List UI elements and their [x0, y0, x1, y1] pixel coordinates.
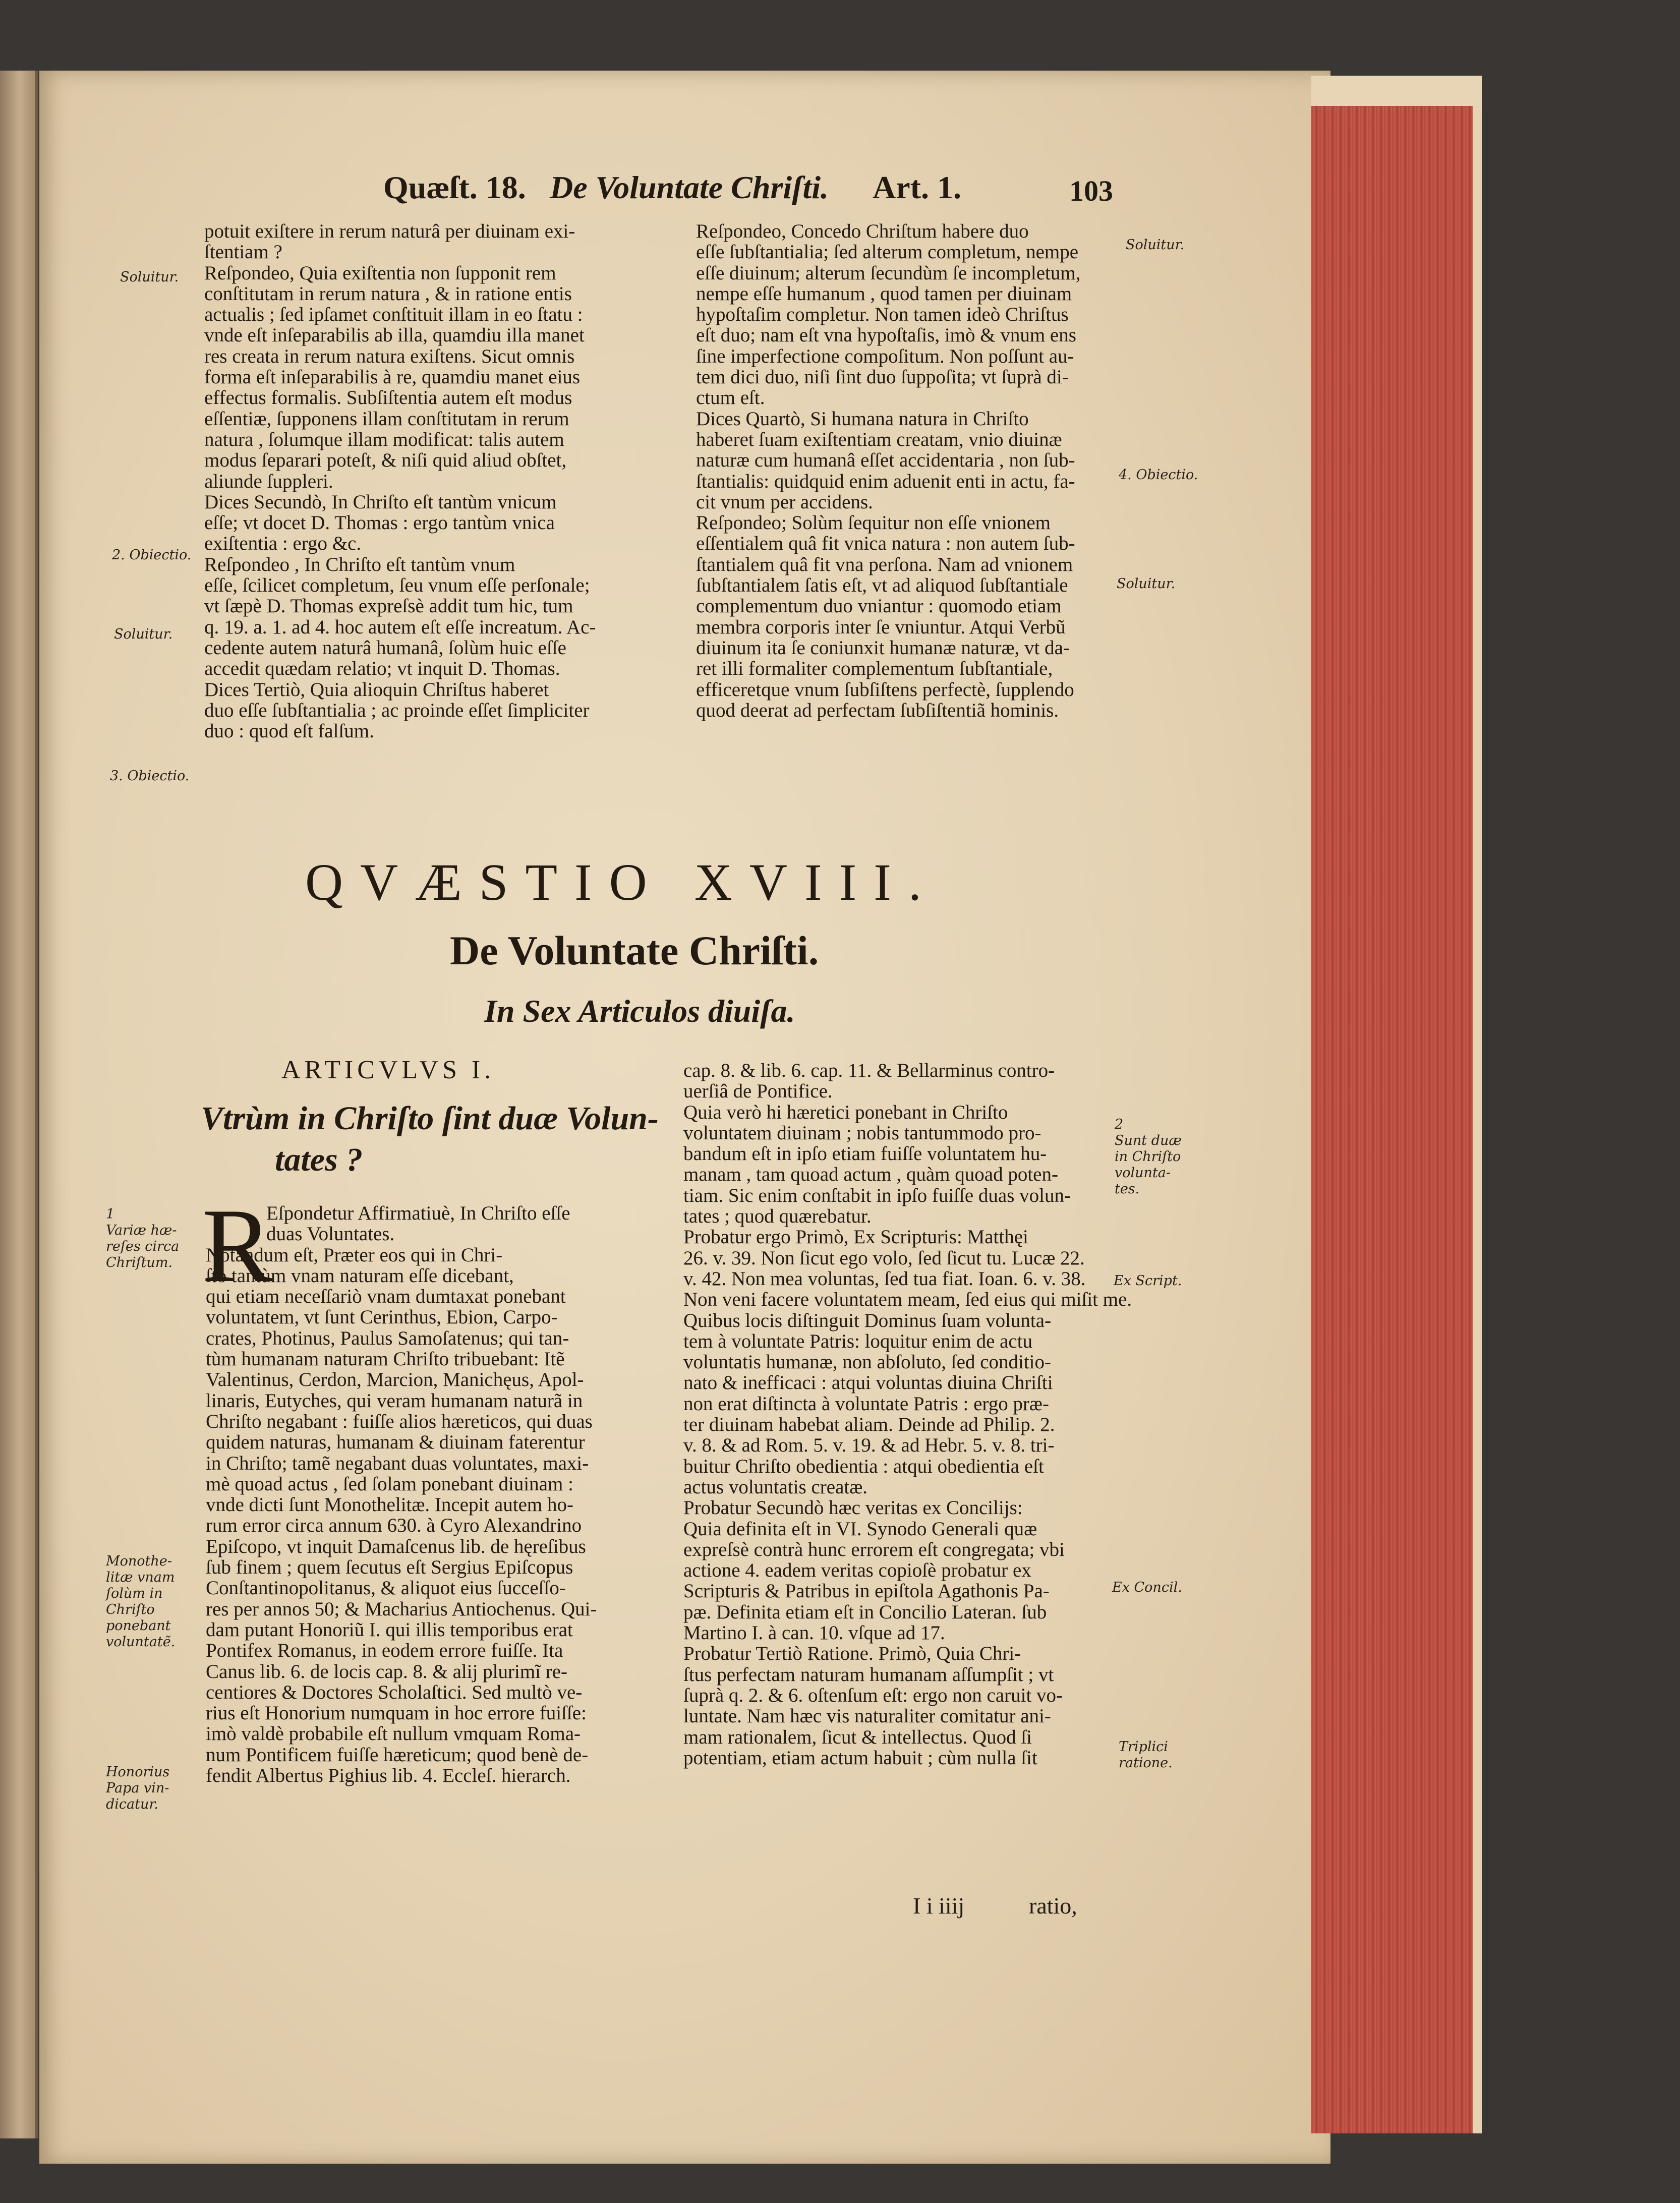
margin-gloss-line: litæ vnam: [106, 1570, 175, 1585]
bottom-left-text-line: ſub finem ; quem ſecutus eſt Sergius Epiſcopus: [206, 1556, 573, 1579]
top-right-text-line: eſſentialem quâ fit vnica natura : non autem ſub-: [696, 533, 1075, 555]
margin-gloss-line: Triplici: [1119, 1739, 1168, 1755]
top-left-text-line: forma eſt inſeparabilis à re, quamdiu manet eius: [204, 366, 581, 388]
margin-gloss-line: ſolùm in: [106, 1586, 163, 1601]
margin-gloss-line: Monothe-: [106, 1553, 172, 1569]
margin-gloss-line: Ex Concil.: [1112, 1580, 1182, 1595]
bottom-left-text-line: Valentinus, Cerdon, Marcion, Manichęus, Apol-: [206, 1369, 584, 1391]
top-left-text-line: accedit quædam relatio; vt inquit D. Thomas.: [204, 658, 560, 680]
top-right-text-line: nempe eſſe humanum , quod tamen per diuinam: [696, 282, 1072, 305]
top-right-text-line: ſubſtantialem ſatis eſt, vt ad aliquod ſubſtantiale: [696, 574, 1068, 597]
bottom-right-text-line: luntate. Nam hæc vis naturaliter comitatur ani-: [683, 1705, 1051, 1727]
top-left-column: [204, 221, 596, 741]
margin-gloss-left-4: 3. Obiectio.: [110, 768, 190, 784]
question-subtitle: De Voluntate Chriſti.: [450, 927, 819, 973]
bottom-left-text-line: crates, Photinus, Paulus Samoſatenus; qui tan-: [206, 1327, 569, 1349]
bottom-right-text-line: ter diuinam habebat aliam. Deinde ad Philip. 2.: [683, 1414, 1055, 1436]
bottom-right-text-line: actione 4. eadem veritas copioſè probatur ex: [683, 1559, 1031, 1582]
top-right-column: [696, 221, 1080, 721]
top-left-text-line: eſſentiæ, ſupponens illam conſtitutam in rerum: [204, 408, 569, 430]
margin-gloss-line: dicatur.: [106, 1796, 158, 1812]
top-right-text-line: haberet ſuam exiſtentiam creatam, vnio diuinæ: [696, 428, 1062, 450]
running-head-article: Art. 1.: [873, 169, 961, 205]
bottom-right-text-line: potentiam, etiam actum habuit ; cùm nulla ſit: [683, 1747, 1037, 1769]
bottom-left-text-line: Chriſto negabant : fuiſſe alios hæreticos, qui duas: [206, 1410, 593, 1432]
top-left-text-line: duo : quod eſt falſum.: [204, 720, 374, 742]
margin-gloss-line: 2: [1115, 1117, 1124, 1132]
drop-cap: R: [202, 1187, 273, 1304]
bottom-left-text-line: tùm humanam naturam Chriſto tribuebant: Itẽ: [206, 1348, 565, 1370]
bottom-right-text-line: voluntatem diuinam ; nobis tantummodo pro-: [683, 1122, 1041, 1144]
bottom-left-text-line: qui etiam neceſſariò vnam dumtaxat ponebant: [206, 1286, 566, 1308]
top-right-text-line: ſine imperfectione compoſitum. Non poſſunt au-: [696, 345, 1074, 367]
bottom-left-text-line: Conſtantinopolitanus, & aliquot eius ſucceſſo-: [206, 1577, 566, 1599]
top-right-text-line: Dices Quartò, Si humana natura in Chriſto: [696, 408, 1029, 430]
top-left-text-line: eſſe; vt docet D. Thomas : ergo tantùm vnica: [204, 512, 555, 534]
margin-gloss-left-1: Soluitur.: [120, 269, 179, 285]
bottom-right-text-line: uerſiâ de Pontifice.: [683, 1080, 833, 1103]
bottom-right-text-line: v. 42. Non mea voluntas, ſed tua fiat. Ioan. 6. v. 38.: [683, 1267, 1086, 1290]
bottom-left-text-line: res per annos 50; & Macharius Antiochenus. Qui-: [206, 1598, 597, 1620]
top-right-text-line: ctum eſt.: [696, 387, 765, 409]
bottom-left-text-line: linaris, Eutyches, qui veram humanam naturã in: [206, 1389, 583, 1412]
bottom-right-text-line: tates ; quod quærebatur.: [683, 1205, 872, 1228]
top-left-text-line: Dices Tertiò, Quia alioquin Chriſtus haberet: [204, 678, 549, 701]
article-title-line-1: Vtrùm in Chriſto ſint duæ Volun-: [201, 1100, 659, 1137]
bottom-right-text-line: Probatur Secundò hæc veritas ex Concilijs:: [683, 1497, 1023, 1519]
top-right-text-line: Reſpondeo, Concedo Chriſtum habere duo: [696, 220, 1029, 242]
bottom-right-text-line: ſtus perfectam naturam humanam aſſumpſit ; vt: [683, 1663, 1054, 1686]
top-left-text-line: conſtitutam in rerum natura , & in ratione entis: [204, 282, 572, 305]
bottom-right-text-line: Probatur ergo Primò, Ex Scripturis: Matthęi: [683, 1226, 1028, 1248]
article-heading: ARTICVLVS I.: [281, 1056, 495, 1084]
margin-gloss-heresies: [106, 1206, 179, 1271]
bottom-right-text-line: pæ. Definita etiam eſt in Concilio Lateran. ſub: [683, 1601, 1047, 1623]
bottom-left-text-line: Eſpondetur Affirmatiuè, In Chriſto eſſe: [266, 1202, 570, 1224]
top-left-text-line: vt ſæpè D. Thomas expreſsè addit tum hic, tum: [204, 595, 573, 617]
top-left-text-line: cedente autem naturâ humanâ, ſolùm huic eſſe: [204, 636, 566, 659]
catchword: ratio,: [1029, 1893, 1077, 1919]
bottom-left-text-line: dam putant Honoriũ I. qui illis temporibus erat: [206, 1618, 573, 1641]
bottom-right-text-line: v. 8. & ad Rom. 5. v. 19. & ad Hebr. 5. v. 8. tri-: [683, 1434, 1055, 1457]
bottom-right-text-line: Non veni facere voluntatem meam, ſed eius qui miſit me.: [683, 1289, 1132, 1311]
facing-page-edge: [0, 71, 38, 2138]
page-number: 103: [1069, 175, 1113, 207]
bottom-right-text-line: Martino I. à can. 10. vſque ad 17.: [683, 1622, 945, 1644]
margin-gloss-line: Variæ hæ-: [106, 1223, 177, 1238]
top-left-text-line: modus ſeparari poteſt, & niſi quid aliud obſtet,: [204, 449, 567, 472]
margin-gloss-line: volunta-: [1115, 1165, 1171, 1181]
bottom-left-text-line: duas Voluntates.: [266, 1223, 395, 1245]
bottom-right-text-line: non erat diſtincta à voluntate Patris : ergo præ-: [683, 1393, 1049, 1415]
margin-gloss-line: in Chriſto: [1115, 1149, 1181, 1165]
article-title-line-2: tates ?: [275, 1141, 363, 1178]
top-left-text-line: exiſtentia : ergo &c.: [204, 533, 362, 555]
top-right-text-line: membra corporis inter ſe vniuntur. Atqui Verbũ: [696, 616, 1066, 638]
bottom-left-text-line: mè quoad actus , ſed ſolam ponebant diuinam :: [206, 1473, 573, 1495]
bottom-right-column: [683, 1060, 1132, 1768]
bottom-right-text-line: mam rationalem, ſicut & intellectus. Quod ſi: [683, 1726, 1032, 1748]
top-right-text-line: efficeretque vnum ſubſiſtens perfectè, ſupplendo: [696, 678, 1074, 701]
bottom-left-text-line: imò valdè probabile eſt nullum vmquam Roma-: [206, 1723, 581, 1745]
top-right-text-line: naturæ cum humanâ eſſet accidentaria , non ſub-: [696, 449, 1075, 472]
bottom-left-text-line: centiores & Doctores Scholaſtici. Sed multò ve-: [206, 1681, 583, 1703]
margin-gloss-line: voluntatẽ.: [106, 1634, 176, 1650]
top-left-text-line: Reſpondeo, Quia exiſtentia non ſupponit rem: [204, 262, 556, 284]
bottom-left-text-line: voluntatem, vt ſunt Cerinthus, Ebion, Carpo-: [206, 1306, 558, 1328]
top-right-text-line: tem dici duo, niſi ſint duo ſuppoſita; vt ſuprà di-: [696, 366, 1069, 388]
bottom-right-text-line: Quia definita eſt in VI. Synodo Generali quæ: [683, 1518, 1037, 1540]
bottom-left-text-line: rius eſt Honorium numquam in hoc errore fuiſſe:: [206, 1702, 587, 1724]
margin-gloss-line: Chriſtum.: [106, 1255, 173, 1270]
top-right-text-line: ſtantialem quâ fit vna perſona. Nam ad vnionem: [696, 553, 1073, 575]
margin-gloss-triplici-ratione: [1119, 1739, 1173, 1771]
margin-gloss-right-3: Soluitur.: [1117, 576, 1176, 592]
margin-gloss-ex-scriptura: [1114, 1273, 1182, 1289]
margin-gloss-ex-concil: [1112, 1580, 1182, 1596]
bottom-left-text-line: ſto tantùm vnam naturam eſſe dicebant,: [206, 1264, 514, 1287]
margin-gloss-line: Papa vin-: [106, 1780, 169, 1796]
margin-gloss-line: reſes circa: [106, 1239, 180, 1254]
bottom-left-text-line: Canus lib. 6. de locis cap. 8. & alij plurimĩ re-: [206, 1660, 568, 1683]
margin-gloss-honorius: [106, 1764, 169, 1813]
margin-gloss-monothelites: [106, 1553, 175, 1650]
margin-gloss-two-wills: [1115, 1117, 1182, 1197]
bottom-left-text-line: Notandum eſt, Præter eos qui in Chri-: [206, 1244, 503, 1266]
question-division: In Sex Articulos diuiſa.: [484, 993, 795, 1029]
bottom-right-text-line: bandum eſt in ipſo etiam fuiſſe voluntatem hu-: [683, 1143, 1047, 1165]
margin-gloss-line: Chriſto: [106, 1602, 155, 1617]
bottom-right-text-line: Scripturis & Patribus in epiſtola Agathonis Pa-: [683, 1580, 1050, 1602]
bottom-right-text-line: Probatur Tertiò Ratione. Primò, Quia Chri-: [683, 1643, 1021, 1665]
top-left-text-line: res creata in rerum natura exiſtens. Sicut omnis: [204, 345, 575, 367]
top-left-text-line: duo eſſe ſubſtantialia ; ac proinde eſſet ſimpliciter: [204, 699, 590, 721]
margin-gloss-line: 1: [106, 1206, 115, 1222]
margin-gloss-line: Honorius: [106, 1764, 170, 1780]
top-left-text-line: vnde eſt inſeparabilis ab illa, quamdiu illa manet: [204, 324, 585, 346]
running-head-question: Quæſt. 18.: [383, 169, 526, 205]
top-right-text-line: ſtantialis: quidquid enim aduenit enti in actu, fa-: [696, 470, 1075, 492]
margin-gloss-left-3: Soluitur.: [114, 626, 173, 642]
top-right-text-line: quod deerat ad perfectam ſubſiſtentiã hominis.: [696, 699, 1059, 721]
top-left-text-line: aliunde ſuppleri.: [204, 470, 333, 492]
top-right-text-line: cit vnum per accidens.: [696, 491, 873, 513]
top-right-text-line: eſt duo; nam eſt vna hypoſtaſis, imò & vnum ens: [696, 324, 1076, 346]
bottom-right-text-line: actus voluntatis creatæ.: [683, 1476, 867, 1498]
running-head-topic: De Voluntate Chriſti.: [550, 169, 829, 205]
bottom-right-text-line: Quia verò hi hæretici ponebant in Chriſto: [683, 1101, 1008, 1123]
bottom-left-column: [206, 1203, 597, 1786]
margin-gloss-line: Sunt duæ: [1115, 1133, 1182, 1148]
bottom-right-text-line: expreſsè contrà hunc errorem eſt congregata; vbi: [683, 1538, 1065, 1560]
bottom-right-text-line: manam , tam quoad actum , quàm quoad poten-: [683, 1164, 1058, 1186]
bottom-left-text-line: Pontifex Romanus, in eodem errore fuiſſe. Ita: [206, 1640, 563, 1662]
top-left-text-line: natura , ſolumque illam modificat: talis autem: [204, 428, 564, 450]
top-right-text-line: hypoſtaſim completur. Non tamen ideò Chriſtus: [696, 304, 1069, 326]
top-right-text-line: eſſe diuinum; alterum ſecundùm ſe incompletum,: [696, 262, 1081, 284]
margin-gloss-right-2: 4. Obiectio.: [1119, 467, 1198, 483]
fore-edge-top: [1311, 76, 1482, 106]
bottom-right-text-line: tiam. Sic enim conſtabit in ipſo fuiſſe duas volun-: [683, 1184, 1071, 1206]
margin-gloss-line: ponebant: [106, 1618, 171, 1634]
bottom-left-text-line: vnde dicti ſunt Monothelitæ. Incepit autem ho-: [206, 1494, 573, 1516]
top-right-text-line: complementum duo vniantur : quomodo etiam: [696, 595, 1062, 617]
bottom-right-text-line: tem à voluntate Patris: loquitur enim de actu: [683, 1330, 1033, 1352]
top-right-text-line: ret illi formaliter complementum ſubſtantiale,: [696, 658, 1053, 680]
top-left-text-line: ſtentiam ?: [204, 241, 282, 263]
signature-mark: I i iiij: [913, 1893, 965, 1919]
bottom-right-text-line: cap. 8. & lib. 6. cap. 11. & Bellarminus contro-: [683, 1060, 1055, 1081]
top-left-text-line: eſſe, ſcilicet completum, ſeu vnum eſſe perſonale;: [204, 574, 590, 597]
bottom-left-text-line: quidem naturas, humanam & diuinam faterentur: [206, 1431, 585, 1454]
bottom-right-text-line: Quibus locis diſtinguit Dominus ſuam volunta-: [683, 1309, 1052, 1331]
margin-gloss-right-1: Soluitur.: [1126, 237, 1185, 253]
margin-gloss-line: tes.: [1115, 1181, 1140, 1197]
top-left-text-line: actualis ; ſed ipſamet conſtituit illam in eo ſtatu :: [204, 304, 583, 326]
bottom-right-text-line: ſuprà q. 2. & 6. oſtenſum eſt: ergo non caruit vo-: [683, 1684, 1063, 1706]
question-title: QVÆSTIO XVIII.: [305, 853, 939, 911]
bottom-right-text-line: nato & inefficaci : atqui voluntas diuina Chriſti: [683, 1372, 1053, 1394]
bottom-right-text-line: 26. v. 39. Non ſicut ego volo, ſed ſicut tu. Lucæ 22.: [683, 1247, 1085, 1269]
bottom-left-text-line: in Chriſto; tamẽ negabant duas voluntates, maxi-: [206, 1452, 589, 1474]
margin-gloss-line: Ex Script.: [1114, 1273, 1182, 1289]
bottom-left-text-line: Epiſcopo, vt inquit Damaſcenus lib. de hęreſibus: [206, 1535, 586, 1557]
top-left-text-line: q. 19. a. 1. ad 4. hoc autem eſt eſſe increatum. Ac-: [204, 616, 596, 638]
bottom-right-text-line: voluntatis humanæ, non abſoluto, ſed conditio-: [683, 1351, 1052, 1373]
margin-gloss-line: ratione.: [1119, 1755, 1173, 1771]
bottom-left-text-line: num Pontificem fuiſſe hæreticum; quod benè de-: [206, 1744, 589, 1766]
red-fore-edge: [1311, 76, 1482, 2133]
bottom-left-text-line: rum error circa annum 630. à Cyro Alexandrino: [206, 1515, 582, 1537]
top-left-text-line: Dices Secundò, In Chriſto eſt tantùm vnicum: [204, 491, 557, 513]
top-left-text-line: effectus formalis. Subſiſtentia autem eſt modus: [204, 387, 572, 409]
margin-gloss-left-2: 2. Obiectio.: [112, 547, 192, 563]
top-left-text-line: Reſpondeo , In Chriſto eſt tantùm vnum: [204, 553, 515, 575]
top-right-text-line: Reſpondeo; Solùm ſequitur non eſſe vnionem: [696, 512, 1051, 534]
top-right-text-line: eſſe ſubſtantialia; ſed alterum completum, nempe: [696, 241, 1079, 263]
bottom-right-text-line: buitur Chriſto obedientia : atqui obedientia eſt: [683, 1455, 1044, 1477]
top-left-text-line: potuit exiſtere in rerum naturâ per diuinam exi-: [204, 220, 575, 242]
bottom-left-text-line: fendit Albertus Pighius lib. 4. Eccleſ. hierarch.: [206, 1765, 571, 1787]
top-right-text-line: diuinum ita ſe coniunxit humanæ naturæ, vt da-: [696, 636, 1070, 659]
